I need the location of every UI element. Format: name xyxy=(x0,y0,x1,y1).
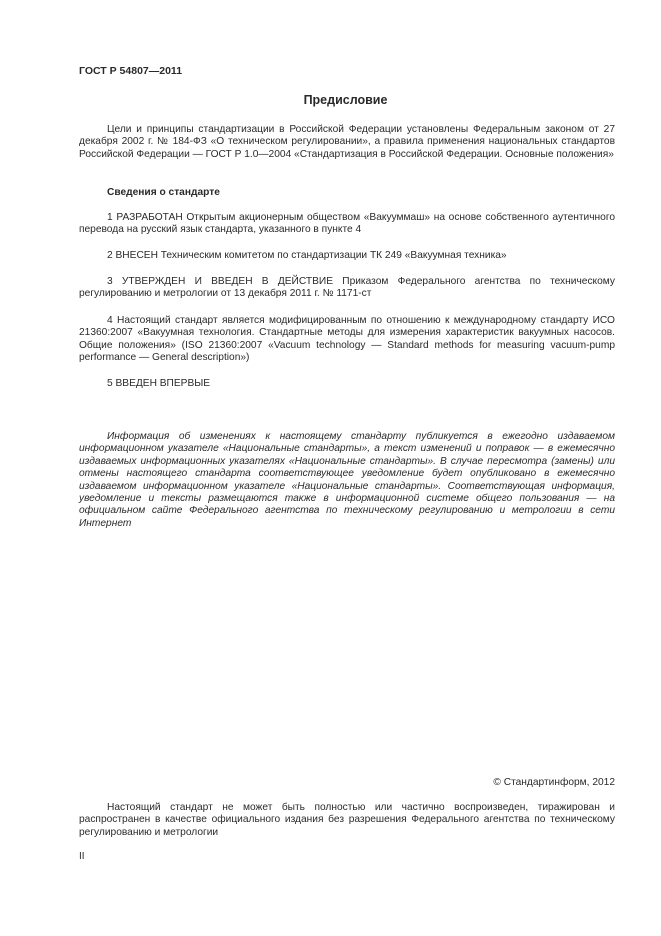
item-4: 4 Настоящий стандарт является модифицированным по отношению к международному стандарту ИСО 21360:2007 «Вакуумная технология. Стандартные методы для измерения характеристик вакуумных насосов. Общие положения» (ISO 21360:2007 «Vacuum technology — Standard methods for measuring vacuum-pump performance — General description») xyxy=(79,315,615,364)
item-5: 5 ВВЕДЕН ВПЕРВЫЕ xyxy=(107,378,211,389)
section-heading: Сведения о стандарте xyxy=(107,187,220,198)
footer-text: Настоящий стандарт не может быть полностью или частично воспроизведен, тиражирован и распространен в качестве официального издания без разрешения Федерального агентства по техническому регулированию и метрологии xyxy=(79,802,615,838)
item-3: 3 УТВЕРЖДЕН И ВВЕДЕН В ДЕЙСТВИЕ Приказом Федерального агентства по техническому регулированию и метрологии от 13 декабря 2011 г. № 1171-ст xyxy=(79,276,615,300)
page-title: Предисловие xyxy=(303,93,388,107)
item-1: 1 РАЗРАБОТАН Открытым акционерным обществом «Вакууммаш» на основе собственного аутентичного перевода на русский язык стандарта, указанного в пункте 4 xyxy=(79,212,615,236)
notice-paragraph: Информация об изменениях к настоящему стандарту публикуется в ежегодно издаваемом информационном указателе «Национальные стандарты», а текст изменений и поправок — в ежемесячно издаваемых информационных указателях «Национальные стандарты». В случае пересмотра (замены) или отмены настоящего стандарта соответствующее уведомление будет опубликовано в ежемесячно издаваемом информационном указателе «Национальные стандарты». Соответствующая информация, уведомление и тексты размещаются также в информационной системе общего пользования — на официальном сайте Федерального агентства по техническому регулированию и метрологии в сети Интернет xyxy=(79,431,615,529)
document-id: ГОСТ Р 54807—2011 xyxy=(79,65,183,77)
intro-paragraph: Цели и принципы стандартизации в Российской Федерации установлены Федеральным законом от 27 декабря 2002 г. № 184-ФЗ «О техническом регулировании», а правила применения национальных стандартов Российской Федерации — ГОСТ Р 1.0—2004 «Стандартизация в Российской Федерации. Основные положения» xyxy=(79,124,615,160)
item-2: 2 ВНЕСЕН Техническим комитетом по стандартизации ТК 249 «Вакуумная техника» xyxy=(107,250,507,261)
copyright: © Стандартинформ, 2012 xyxy=(493,777,615,788)
page-number: II xyxy=(79,851,85,862)
